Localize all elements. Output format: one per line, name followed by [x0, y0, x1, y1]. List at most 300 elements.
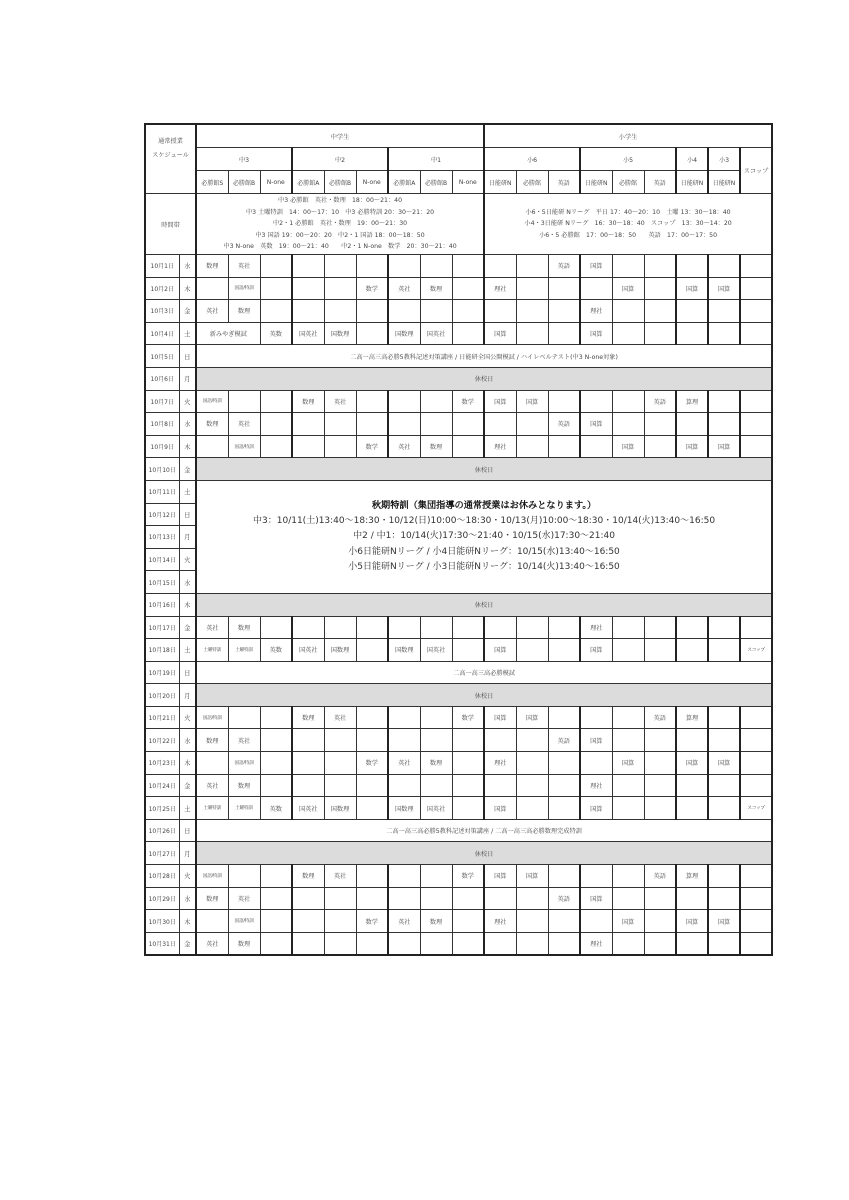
- lesson-cell: [644, 413, 676, 436]
- lesson-cell: [452, 887, 484, 910]
- lesson-cell: 数理: [228, 300, 260, 323]
- lesson-cell: [260, 435, 292, 458]
- junior-time-line: 中3 必勝館 英社・数理 18：00〜21：40: [278, 197, 403, 205]
- lesson-cell: 数理: [292, 706, 324, 729]
- lesson-cell: [452, 729, 484, 752]
- lesson-cell: [388, 887, 420, 910]
- schedule-row: [145, 819, 772, 842]
- lesson-cell: 理社: [580, 932, 612, 955]
- lesson-cell: [676, 300, 708, 323]
- lesson-cell: [516, 932, 548, 955]
- lesson-cell: [484, 413, 516, 436]
- lesson-cell: [260, 706, 292, 729]
- weekday-cell: 木: [179, 435, 196, 458]
- event-cell: 二高一高三高必勝模試: [196, 661, 772, 684]
- lesson-cell: 英社: [324, 865, 356, 888]
- lesson-cell: [676, 887, 708, 910]
- lesson-cell: [260, 413, 292, 436]
- lesson-cell: [292, 413, 324, 436]
- weekday-cell: 金: [179, 774, 196, 797]
- lesson-cell: [516, 277, 548, 300]
- lesson-cell: 数学: [356, 277, 388, 300]
- lesson-cell: [324, 887, 356, 910]
- lesson-cell: 数理: [228, 616, 260, 639]
- lesson-cell: 国算: [580, 255, 612, 278]
- lesson-cell: [324, 752, 356, 775]
- lesson-cell: [420, 729, 452, 752]
- weekday-cell: 木: [179, 910, 196, 933]
- lesson-cell: [484, 887, 516, 910]
- lesson-cell: [740, 300, 772, 323]
- lesson-cell: 英社: [228, 413, 260, 436]
- lesson-cell: [740, 729, 772, 752]
- schedule-row: [145, 706, 772, 729]
- lesson-cell: 国英社: [420, 797, 452, 820]
- lesson-cell: [452, 932, 484, 955]
- lesson-cell: [484, 729, 516, 752]
- junior-time-line: 中3 土曜特訓 14：00〜17：10 中3 必勝特訓 20：30〜21：20: [245, 208, 435, 216]
- schedule-row: [145, 684, 772, 707]
- lesson-cell: [644, 277, 676, 300]
- lesson-cell: 国算: [516, 865, 548, 888]
- lesson-cell: [548, 797, 580, 820]
- lesson-cell: [708, 616, 740, 639]
- lesson-cell: 国語/特訓: [228, 910, 260, 933]
- lesson-cell: [708, 729, 740, 752]
- schedule-row: [145, 345, 772, 368]
- lesson-cell: スコップ: [740, 639, 772, 662]
- lesson-cell: 国算: [484, 865, 516, 888]
- lesson-cell: [292, 435, 324, 458]
- lesson-cell: 英社: [388, 277, 420, 300]
- course-header: 必勝館: [516, 171, 548, 194]
- lesson-cell: [676, 639, 708, 662]
- lesson-cell: [580, 277, 612, 300]
- schedule-row: [145, 842, 772, 865]
- lesson-cell: 国英社: [420, 639, 452, 662]
- lesson-cell: 数理: [420, 910, 452, 933]
- date-cell: 10月8日: [145, 413, 179, 436]
- lesson-cell: 数理: [228, 774, 260, 797]
- grade-s4-header: 小4: [676, 148, 708, 171]
- lesson-cell: 数理: [196, 413, 228, 436]
- lesson-cell: [708, 413, 740, 436]
- date-cell: 10月12日: [145, 503, 179, 526]
- lesson-cell: [740, 774, 772, 797]
- mock-exam-cell: 新みやぎ模試: [196, 322, 260, 345]
- lesson-cell: [324, 910, 356, 933]
- lesson-cell: [292, 277, 324, 300]
- lesson-cell: 国算: [708, 910, 740, 933]
- lesson-cell: 英社: [196, 300, 228, 323]
- lesson-cell: [516, 435, 548, 458]
- weekday-cell: 水: [179, 887, 196, 910]
- lesson-cell: [324, 932, 356, 955]
- lesson-cell: [644, 300, 676, 323]
- lesson-cell: [580, 435, 612, 458]
- lesson-cell: [612, 729, 644, 752]
- lesson-cell: [516, 413, 548, 436]
- lesson-cell: [612, 797, 644, 820]
- date-cell: 10月15日: [145, 571, 179, 594]
- weekday-cell: 木: [179, 752, 196, 775]
- lesson-cell: [420, 300, 452, 323]
- holiday-cell: 休校日: [196, 684, 772, 707]
- schedule-corner-label: [145, 124, 196, 194]
- lesson-cell: [388, 932, 420, 955]
- lesson-cell: [740, 255, 772, 278]
- lesson-cell: [708, 300, 740, 323]
- lesson-cell: [740, 413, 772, 436]
- autumn-special-course: [196, 480, 772, 593]
- date-cell: 10月31日: [145, 932, 179, 955]
- date-cell: 10月13日: [145, 526, 179, 549]
- lesson-cell: [452, 752, 484, 775]
- date-cell: 10月6日: [145, 367, 179, 390]
- schedule-row: [145, 639, 772, 662]
- lesson-cell: 国英社: [420, 322, 452, 345]
- schedule-row: [145, 910, 772, 933]
- lesson-cell: [708, 797, 740, 820]
- weekday-cell: 金: [179, 932, 196, 955]
- date-cell: 10月21日: [145, 706, 179, 729]
- weekday-cell: 火: [179, 706, 196, 729]
- weekday-cell: 日: [179, 819, 196, 842]
- lesson-cell: 土曜特訓: [228, 797, 260, 820]
- date-cell: 10月24日: [145, 774, 179, 797]
- lesson-cell: [708, 706, 740, 729]
- lesson-cell: [292, 255, 324, 278]
- weekday-cell: 月: [179, 842, 196, 865]
- lesson-cell: [324, 300, 356, 323]
- elementary-header: 小学生: [484, 124, 772, 148]
- course-header: 必勝館A: [388, 171, 420, 194]
- lesson-cell: [516, 729, 548, 752]
- lesson-cell: 算理: [676, 706, 708, 729]
- weekday-cell: 土: [179, 480, 196, 503]
- lesson-cell: [484, 255, 516, 278]
- weekday-cell: 金: [179, 616, 196, 639]
- lesson-cell: 数理: [420, 277, 452, 300]
- lesson-cell: 英社: [388, 910, 420, 933]
- lesson-cell: [196, 910, 228, 933]
- lesson-cell: [292, 729, 324, 752]
- schedule-row: [145, 729, 772, 752]
- lesson-cell: [548, 932, 580, 955]
- weekday-cell: 水: [179, 413, 196, 436]
- lesson-cell: 英語: [548, 413, 580, 436]
- lesson-cell: [740, 752, 772, 775]
- lesson-cell: [676, 413, 708, 436]
- lesson-cell: [292, 300, 324, 323]
- lesson-cell: [324, 774, 356, 797]
- lesson-cell: 国語/特訓: [196, 865, 228, 888]
- schedule-table: [144, 123, 773, 956]
- lesson-cell: 英語: [548, 729, 580, 752]
- lesson-cell: 国算: [676, 277, 708, 300]
- lesson-cell: [612, 322, 644, 345]
- lesson-cell: [516, 639, 548, 662]
- weekday-cell: 日: [179, 661, 196, 684]
- course-header: N-one: [452, 171, 484, 194]
- lesson-cell: 英語: [548, 887, 580, 910]
- weekday-cell: 金: [179, 458, 196, 481]
- lesson-cell: 理社: [484, 435, 516, 458]
- lesson-cell: [388, 255, 420, 278]
- lesson-cell: 英社: [388, 435, 420, 458]
- lesson-cell: 数学: [356, 435, 388, 458]
- lesson-cell: [420, 255, 452, 278]
- lesson-cell: [260, 390, 292, 413]
- lesson-cell: [644, 910, 676, 933]
- lesson-cell: [196, 435, 228, 458]
- lesson-cell: [548, 390, 580, 413]
- lesson-cell: [324, 255, 356, 278]
- lesson-cell: [452, 300, 484, 323]
- lesson-cell: 国算: [708, 277, 740, 300]
- lesson-cell: [516, 887, 548, 910]
- lesson-cell: 理社: [484, 752, 516, 775]
- lesson-cell: [452, 255, 484, 278]
- lesson-cell: [740, 932, 772, 955]
- date-cell: 10月26日: [145, 819, 179, 842]
- lesson-cell: [356, 706, 388, 729]
- lesson-cell: [548, 435, 580, 458]
- lesson-cell: [260, 910, 292, 933]
- date-cell: 10月22日: [145, 729, 179, 752]
- lesson-cell: 国算: [484, 322, 516, 345]
- lesson-cell: [580, 865, 612, 888]
- lesson-cell: 土曜特訓: [196, 797, 228, 820]
- lesson-cell: [740, 435, 772, 458]
- holiday-cell: 休校日: [196, 458, 772, 481]
- lesson-cell: [452, 616, 484, 639]
- lesson-cell: [260, 774, 292, 797]
- lesson-cell: [548, 639, 580, 662]
- date-cell: 10月29日: [145, 887, 179, 910]
- lesson-cell: [356, 932, 388, 955]
- lesson-cell: [324, 435, 356, 458]
- lesson-cell: 英社: [228, 729, 260, 752]
- weekday-cell: 火: [179, 865, 196, 888]
- lesson-cell: [708, 255, 740, 278]
- schedule-row: [145, 367, 772, 390]
- lesson-cell: 英社: [228, 255, 260, 278]
- lesson-cell: 英社: [196, 616, 228, 639]
- lesson-cell: [452, 322, 484, 345]
- date-cell: 10月27日: [145, 842, 179, 865]
- lesson-cell: [260, 729, 292, 752]
- special-title: 秋期特訓（集団指導の通常授業はお休みとなります。）: [371, 500, 597, 512]
- grade-c2-header: 中2: [292, 148, 388, 171]
- lesson-cell: [516, 910, 548, 933]
- weekday-cell: 月: [179, 684, 196, 707]
- lesson-cell: [260, 932, 292, 955]
- lesson-cell: [324, 413, 356, 436]
- date-cell: 10月7日: [145, 390, 179, 413]
- lesson-cell: [356, 729, 388, 752]
- date-cell: 10月18日: [145, 639, 179, 662]
- lesson-cell: [548, 752, 580, 775]
- lesson-cell: 国数理: [324, 322, 356, 345]
- elementary-time-line: 小4・3日能研 Nリーグ 16：30〜18：40 スコップ 13：30〜14：20: [524, 220, 732, 228]
- schedule-row: [145, 413, 772, 436]
- lesson-cell: [740, 887, 772, 910]
- elementary-time-line: 小6・5日能研 Nリーグ 平日 17：40〜20：10 土曜 13：30〜18：40: [525, 208, 731, 216]
- lesson-cell: [612, 616, 644, 639]
- weekday-cell: 水: [179, 729, 196, 752]
- lesson-cell: 数理: [292, 865, 324, 888]
- course-header: 日能研N: [580, 171, 612, 194]
- lesson-cell: 数学: [452, 865, 484, 888]
- lesson-cell: 英社: [324, 706, 356, 729]
- lesson-cell: 国数理: [388, 797, 420, 820]
- schedule-sheet: [144, 123, 768, 956]
- lesson-cell: [708, 390, 740, 413]
- lesson-cell: [644, 435, 676, 458]
- grade-s6-header: 小6: [484, 148, 580, 171]
- lesson-cell: [356, 413, 388, 436]
- schedule-row: [145, 865, 772, 888]
- lesson-cell: 算理: [676, 865, 708, 888]
- lesson-cell: [356, 887, 388, 910]
- lesson-cell: [676, 729, 708, 752]
- lesson-cell: [740, 616, 772, 639]
- lesson-cell: [740, 390, 772, 413]
- time-label: 時間帯: [145, 194, 196, 255]
- lesson-cell: [452, 910, 484, 933]
- lesson-cell: [644, 752, 676, 775]
- junior-time-slots: [196, 194, 484, 255]
- weekday-cell: 日: [179, 345, 196, 368]
- lesson-cell: [356, 639, 388, 662]
- lesson-cell: 国語/特訓: [228, 752, 260, 775]
- lesson-cell: [420, 932, 452, 955]
- scop-header: スコップ: [740, 148, 772, 194]
- lesson-cell: [644, 932, 676, 955]
- course-header: 必勝館: [612, 171, 644, 194]
- weekday-cell: 金: [179, 300, 196, 323]
- date-cell: 10月20日: [145, 684, 179, 707]
- lesson-cell: 国語/特訓: [196, 706, 228, 729]
- junior-high-header: 中学生: [196, 124, 484, 148]
- lesson-cell: 英社: [196, 774, 228, 797]
- weekday-cell: 木: [179, 277, 196, 300]
- date-cell: 10月1日: [145, 255, 179, 278]
- lesson-cell: [644, 797, 676, 820]
- lesson-cell: [228, 706, 260, 729]
- course-header: 英語: [644, 171, 676, 194]
- lesson-cell: 国算: [484, 797, 516, 820]
- lesson-cell: 数学: [452, 706, 484, 729]
- elementary-time-slots: [484, 194, 772, 255]
- weekday-cell: 土: [179, 322, 196, 345]
- course-header: N-one: [260, 171, 292, 194]
- lesson-cell: [292, 887, 324, 910]
- course-header: 英語: [548, 171, 580, 194]
- junior-time-line: 中3 国語 19：00〜20：20 中2・1 国語 18：00〜18：50: [255, 231, 425, 239]
- lesson-cell: [260, 865, 292, 888]
- date-cell: 10月9日: [145, 435, 179, 458]
- grade-s3-header: 小3: [708, 148, 740, 171]
- lesson-cell: [676, 322, 708, 345]
- lesson-cell: 国算: [516, 706, 548, 729]
- lesson-cell: 英語: [548, 255, 580, 278]
- date-cell: 10月23日: [145, 752, 179, 775]
- lesson-cell: [548, 322, 580, 345]
- course-header: 必勝館A: [292, 171, 324, 194]
- lesson-cell: [516, 616, 548, 639]
- lesson-cell: 国語/特訓: [228, 435, 260, 458]
- schedule-row: [145, 797, 772, 820]
- event-cell: 二高一高三高必勝5教科記述対策講座 / 二高一高三高必勝数理完成特訓: [196, 819, 772, 842]
- course-header: 必勝館B: [228, 171, 260, 194]
- lesson-cell: [420, 774, 452, 797]
- lesson-cell: 国英社: [292, 797, 324, 820]
- schedule-row: [145, 774, 772, 797]
- schedule-row: [145, 435, 772, 458]
- lesson-cell: [612, 300, 644, 323]
- lesson-cell: [612, 413, 644, 436]
- lesson-cell: [324, 277, 356, 300]
- lesson-cell: 数学: [452, 390, 484, 413]
- lesson-cell: 理社: [580, 774, 612, 797]
- lesson-cell: 国算: [580, 322, 612, 345]
- lesson-cell: [356, 390, 388, 413]
- grade-c3-header: 中3: [196, 148, 292, 171]
- lesson-cell: [612, 390, 644, 413]
- lesson-cell: [740, 277, 772, 300]
- schedule-row: [145, 752, 772, 775]
- lesson-cell: [548, 300, 580, 323]
- lesson-cell: 理社: [580, 616, 612, 639]
- lesson-cell: 国算: [676, 752, 708, 775]
- course-header: N-one: [356, 171, 388, 194]
- lesson-cell: [548, 910, 580, 933]
- lesson-cell: [388, 300, 420, 323]
- lesson-cell: 国語/特訓: [196, 390, 228, 413]
- lesson-cell: [516, 797, 548, 820]
- lesson-cell: 国算: [612, 910, 644, 933]
- lesson-cell: [292, 910, 324, 933]
- lesson-cell: [420, 616, 452, 639]
- lesson-cell: 国算: [484, 706, 516, 729]
- schedule-row: [145, 300, 772, 323]
- lesson-cell: 英語: [644, 865, 676, 888]
- lesson-cell: 国算: [516, 390, 548, 413]
- lesson-cell: [676, 932, 708, 955]
- lesson-cell: 理社: [484, 910, 516, 933]
- lesson-cell: [388, 616, 420, 639]
- lesson-cell: スコップ: [740, 797, 772, 820]
- holiday-cell: 休校日: [196, 593, 772, 616]
- lesson-cell: 英数: [260, 797, 292, 820]
- lesson-cell: [548, 774, 580, 797]
- lesson-cell: 数理: [196, 729, 228, 752]
- lesson-cell: [676, 774, 708, 797]
- lesson-cell: [452, 277, 484, 300]
- lesson-cell: [292, 932, 324, 955]
- lesson-cell: [740, 322, 772, 345]
- weekday-cell: 火: [179, 390, 196, 413]
- corner-label-line2: スケジュール: [152, 152, 189, 159]
- lesson-cell: [420, 887, 452, 910]
- lesson-cell: 国数理: [388, 639, 420, 662]
- lesson-cell: 国数理: [324, 639, 356, 662]
- lesson-cell: [676, 255, 708, 278]
- event-cell: 二高一高三高必勝5教科記述対策講座 / 日能研全国公開模試 / ハイレベルテスト(中3 N-one対象): [196, 345, 772, 368]
- lesson-cell: [356, 774, 388, 797]
